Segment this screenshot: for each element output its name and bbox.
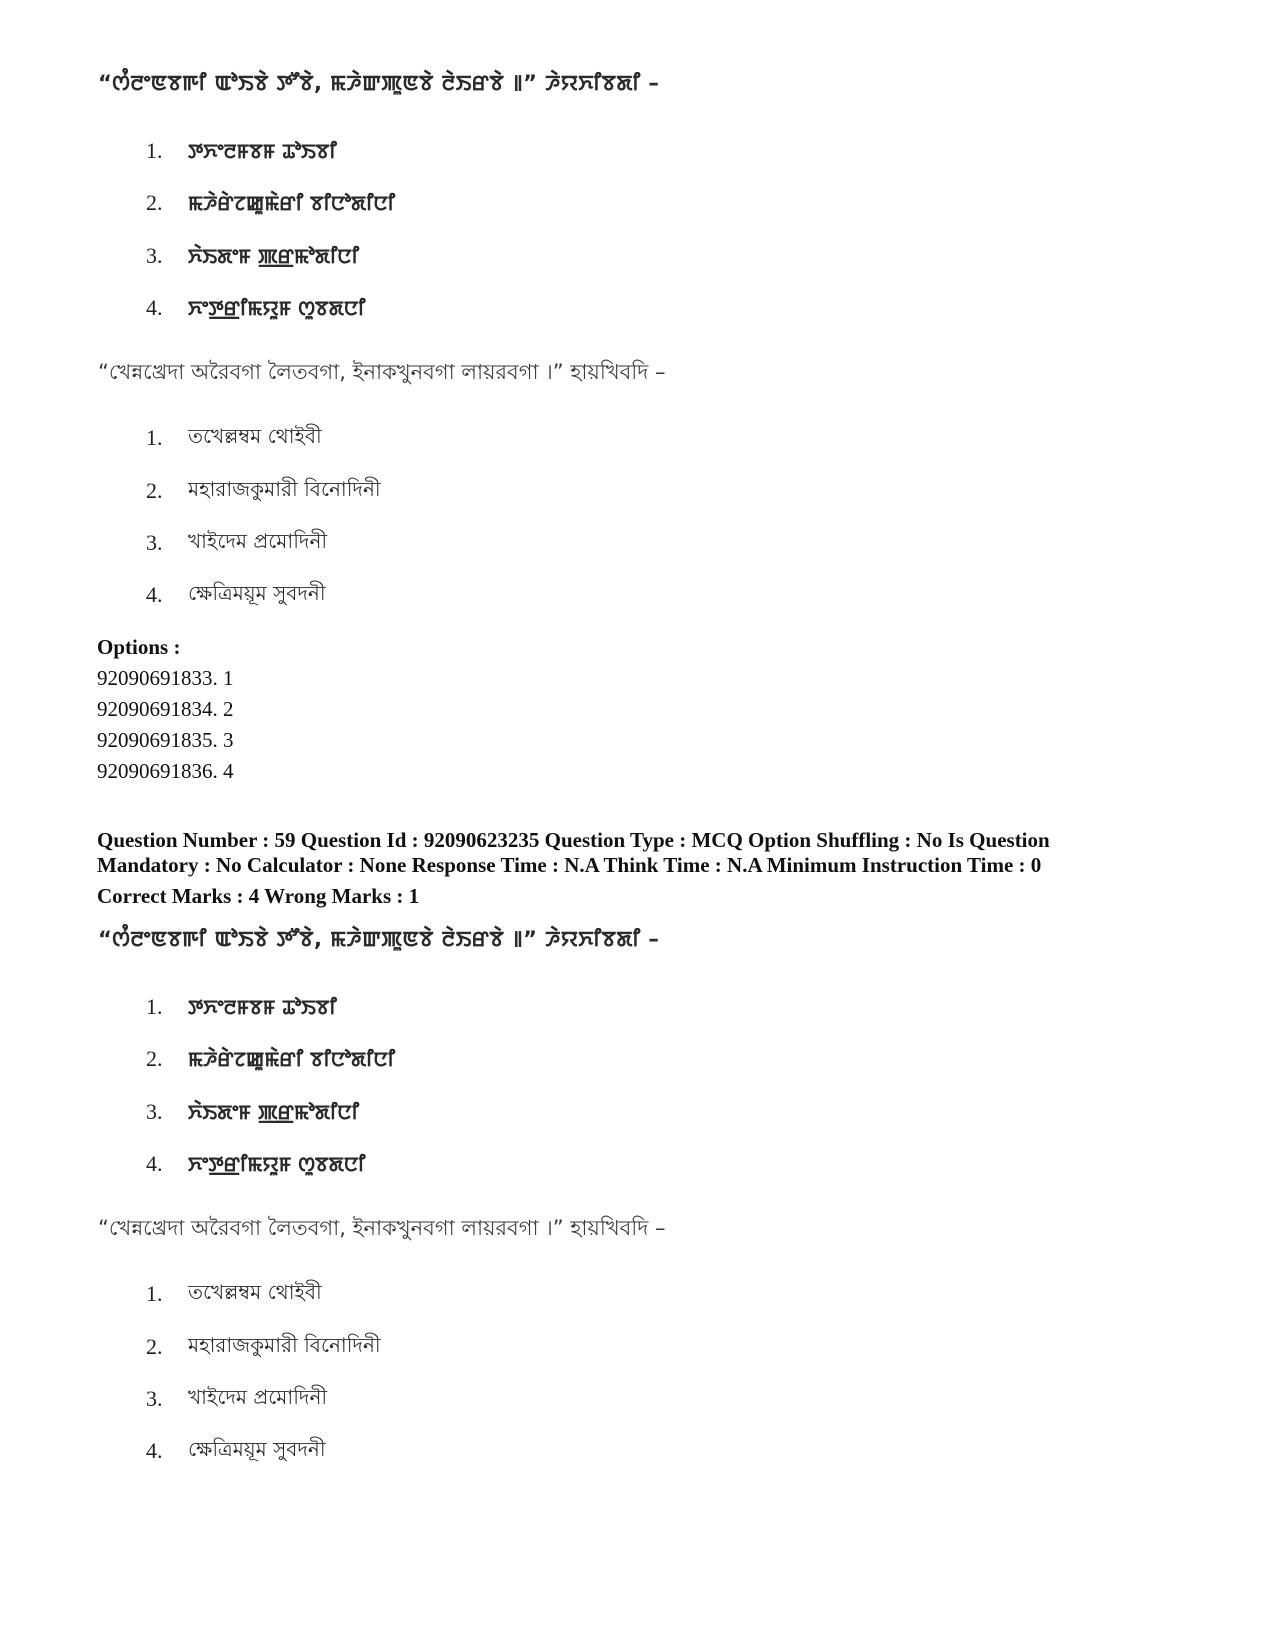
option-text: খাইদেম প্রমোদিনী bbox=[188, 528, 328, 553]
option-text: তখেল্লম্বম থোইবী bbox=[188, 423, 322, 448]
option-text: ꯈꯦꯇ꯭ꯔꯤꯃꯌꯨꯝ ꯁꯨꯕꯗꯅꯤ bbox=[188, 1151, 366, 1176]
option-item bbox=[146, 292, 365, 324]
option-text: ꯇꯈꯦꯂꯝꯕꯝ ꯊꯣꯏꯕꯤ bbox=[188, 138, 337, 163]
option-text: তখেল্লম্বম থোইবী bbox=[188, 1279, 322, 1304]
option-number: 4. bbox=[146, 1438, 163, 1463]
option-text: ꯇꯈꯦꯂꯝꯕꯝ ꯊꯣꯏꯕꯤ bbox=[188, 994, 337, 1019]
option-item bbox=[146, 1278, 322, 1310]
option-item bbox=[146, 1148, 365, 1180]
option-number: 2. bbox=[146, 1334, 163, 1359]
question-stem-meitei-mayek: “ꯁꯪꯂꯦꯟꯕꯒꯤ ꯑꯣꯏꯕꯥ ꯇꯧꯕꯥ, ꯃꯍꯥꯛꯄꯨꯟꯕꯥ ꯂꯥꯏꯔꯕꯥ ꯫” ꯍꯥꯌꯈꯤꯕꯗꯤ – bbox=[98, 927, 660, 951]
option-text: ꯈꯦꯇ꯭ꯔꯤꯃꯌꯨꯝ ꯁꯨꯕꯗꯅꯤ bbox=[188, 295, 366, 320]
option-item bbox=[146, 1096, 359, 1128]
option-text: ꯈꯥꯏꯗꯦꯝ ꯄ꯭ꯔꯃꯣꯗꯤꯅꯤ bbox=[188, 243, 359, 268]
option-text: ꯈꯥꯏꯗꯦꯝ ꯄ꯭ꯔꯃꯣꯗꯤꯅꯤ bbox=[188, 1099, 359, 1124]
option-number: 1. bbox=[146, 1281, 163, 1306]
option-number: 4. bbox=[146, 582, 163, 607]
option-text: ꯃꯍꯥꯔꯥꯖꯀꯨꯃꯥꯔꯤ ꯕꯤꯅꯣꯗꯤꯅꯤ bbox=[188, 1046, 396, 1071]
option-number: 2. bbox=[146, 190, 163, 215]
option-number: 4. bbox=[146, 1151, 163, 1176]
options-label: Options : bbox=[97, 635, 181, 659]
option-item bbox=[146, 135, 337, 167]
option-id: 92090691836. 4 bbox=[97, 759, 234, 783]
option-item bbox=[146, 579, 326, 611]
option-number: 2. bbox=[146, 1046, 163, 1071]
option-number: 3. bbox=[146, 1099, 163, 1124]
option-text: ꯃꯍꯥꯔꯥꯖꯀꯨꯃꯥꯔꯤ ꯕꯤꯅꯣꯗꯤꯅꯤ bbox=[188, 190, 396, 215]
option-item bbox=[146, 991, 337, 1023]
option-number: 3. bbox=[146, 530, 163, 555]
option-text: ক্ষেত্রিময়ূম সুবদনী bbox=[188, 1436, 326, 1461]
question-marks-line: Correct Marks : 4 Wrong Marks : 1 bbox=[97, 884, 420, 908]
option-item bbox=[146, 1331, 381, 1363]
option-number: 3. bbox=[146, 243, 163, 268]
question-stem-meitei-mayek: “ꯁꯪꯂꯦꯟꯕꯒꯤ ꯑꯣꯏꯕꯥ ꯇꯧꯕꯥ, ꯃꯍꯥꯛꯄꯨꯟꯕꯥ ꯂꯥꯏꯔꯕꯥ ꯫” ꯍꯥꯌꯈꯤꯕꯗꯤ – bbox=[98, 71, 660, 95]
option-number: 1. bbox=[146, 994, 163, 1019]
option-text: মহারাজকুমারী বিনোদিনী bbox=[188, 1332, 381, 1357]
question-meta-line: Question Number : 59 Question Id : 92090623235 Question Type : MCQ Option Shuffling : No Is Question bbox=[97, 828, 1050, 852]
option-number: 3. bbox=[146, 1386, 163, 1411]
question-meta-line: Mandatory : No Calculator : None Response Time : N.A Think Time : N.A Minimum Instruction Time : 0 bbox=[97, 853, 1042, 877]
option-item bbox=[146, 1043, 395, 1075]
option-item bbox=[146, 422, 322, 454]
option-number: 1. bbox=[146, 138, 163, 163]
option-text: মহারাজকুমারী বিনোদিনী bbox=[188, 476, 381, 501]
option-id: 92090691835. 3 bbox=[97, 728, 234, 752]
option-number: 4. bbox=[146, 295, 163, 320]
option-item bbox=[146, 240, 359, 272]
option-item bbox=[146, 187, 395, 219]
option-id: 92090691833. 1 bbox=[97, 666, 234, 690]
option-number: 2. bbox=[146, 478, 163, 503]
option-number: 1. bbox=[146, 425, 163, 450]
option-item bbox=[146, 1383, 327, 1415]
option-text: খাইদেম প্রমোদিনী bbox=[188, 1384, 328, 1409]
question-stem-bengali: “খেন্নখ্রেদা অরৈবগা লৈতবগা, ইনাকখুনবগা লায়রবগা ।” হায়খিবদি – bbox=[98, 1216, 666, 1240]
option-item bbox=[146, 475, 381, 507]
option-item bbox=[146, 1435, 326, 1467]
option-item bbox=[146, 527, 327, 559]
option-id: 92090691834. 2 bbox=[97, 697, 234, 721]
option-text: ক্ষেত্রিময়ূম সুবদনী bbox=[188, 580, 326, 605]
question-stem-bengali: “খেন্নখ্রেদা অরৈবগা লৈতবগা, ইনাকখুনবগা লায়রবগা ।” হায়খিবদি – bbox=[98, 360, 666, 384]
